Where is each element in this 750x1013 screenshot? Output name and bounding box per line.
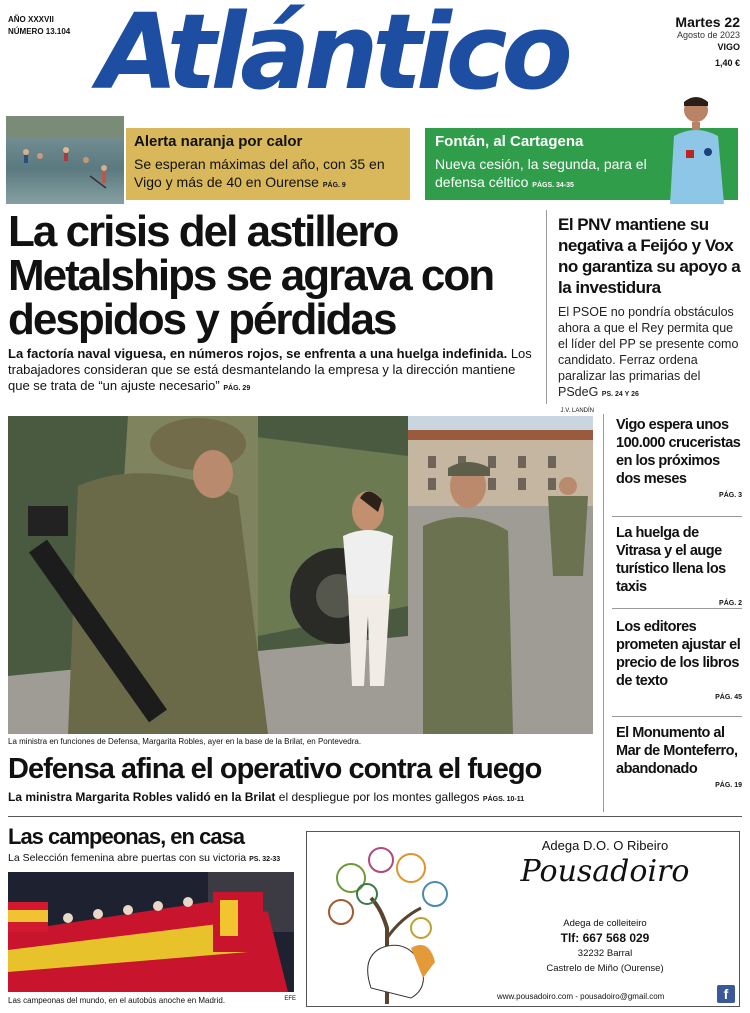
ad-line: Castrelo de Miño (Ourense) xyxy=(546,963,664,974)
teaser-heat-alert[interactable] xyxy=(126,128,410,200)
ad-phone: Tlf: 667 568 029 xyxy=(560,931,650,945)
section-divider xyxy=(8,816,742,817)
main-photo[interactable] xyxy=(8,416,593,734)
page-ref: PÁG. 3 xyxy=(719,492,742,499)
masthead-meta xyxy=(8,14,70,38)
lead-subhead xyxy=(8,346,538,397)
side-text xyxy=(558,304,742,403)
photo-caption: La ministra en funciones de Defensa, Margarita Robles, ayer en la base de la Brilat, en Pontevedra. xyxy=(8,737,362,746)
brief-title: La huelga de Vitrasa y el auge turístico llena los taxis xyxy=(616,525,726,595)
teaser-title: Fontán, al Cartagena xyxy=(435,133,584,150)
campeonas-photo[interactable] xyxy=(8,872,294,992)
teaser-body: Se esperan máximas del año, con 35 en Vigo y más de 40 en Ourense xyxy=(134,156,385,190)
teaser-title: Alerta naranja por calor xyxy=(134,133,303,150)
issue-number: NÚMERO 13.104 xyxy=(8,27,71,36)
column-divider xyxy=(603,414,604,812)
facebook-icon[interactable]: f xyxy=(717,985,735,1003)
masthead-date xyxy=(675,14,740,68)
divider xyxy=(612,516,742,517)
divider xyxy=(612,608,742,609)
photo-credit: EFE xyxy=(284,996,296,1002)
ad-web[interactable]: www.pousadoiro.com - pousadoiro@gmail.com xyxy=(497,992,665,1001)
player-photo xyxy=(660,92,740,204)
city-label: VIGO xyxy=(717,42,740,52)
lead-sub-bold: La factoría naval viguesa, en números rojos, se enfrenta a una huelga indefinida. xyxy=(8,346,508,361)
date-label: Agosto de 2023 xyxy=(676,30,740,40)
page-ref: PÁG. 29 xyxy=(223,385,251,392)
page-ref: PÁGS. 34-35 xyxy=(532,182,574,189)
brief-cruceristas[interactable] xyxy=(616,416,742,499)
brief-title: Los editores prometen ajustar el precio de los libros de texto xyxy=(616,619,741,689)
page-ref: PÁG. 19 xyxy=(715,782,742,789)
page-ref: PS. 32-33 xyxy=(249,856,281,863)
defensa-subhead xyxy=(8,789,598,808)
page-ref: PS. 24 Y 26 xyxy=(601,391,639,398)
ad-details xyxy=(475,916,735,976)
campeonas-sub-text: La Selección femenina abre puertas con su victoria xyxy=(8,852,247,864)
page-ref: PÁG. 45 xyxy=(715,694,742,701)
newspaper-logo[interactable]: Atlántico xyxy=(98,0,567,113)
side-body: El PSOE no pondría obstáculos ahora a que el Rey permita que el líder del PP se presente como candidato. Ferraz ordena paralizar las primarias del PSdeG xyxy=(558,305,739,399)
ad-brand: Pousadoiro xyxy=(520,854,690,889)
teaser-body: Nueva cesión, la segunda, para el defensa céltico xyxy=(435,156,647,190)
brief-monteferro[interactable] xyxy=(616,724,742,789)
year-label: AÑO XXXVII xyxy=(8,15,54,24)
beach-photo xyxy=(6,116,124,204)
teaser-text xyxy=(435,155,655,195)
side-headline[interactable]: El PNV mantiene su negativa a Feijóo y Vox no garantiza su apoyo a la investidura xyxy=(558,215,741,297)
defensa-headline[interactable]: Defensa afina el operativo contra el fuego xyxy=(8,753,542,785)
divider xyxy=(612,716,742,717)
photo-credit: J.V. LANDÍN xyxy=(560,408,594,414)
page-ref: PÁGS. 10-11 xyxy=(482,796,525,803)
column-divider xyxy=(546,210,547,404)
page-ref: PÁG. 9 xyxy=(322,182,346,189)
teaser-text xyxy=(134,155,402,195)
ad-line: 32232 Barral xyxy=(577,948,633,959)
page-ref: PÁG. 2 xyxy=(719,600,742,607)
price-label: 1,40 € xyxy=(714,58,740,68)
ad-title: Adega D.O. O Ribeiro xyxy=(541,838,669,853)
defensa-sub-bold: La ministra Margarita Robles validó en la Brilat xyxy=(8,790,276,804)
brief-libros[interactable] xyxy=(616,618,742,701)
day-label: Martes 22 xyxy=(675,14,740,30)
lead-sub-text: Los trabajadores consideran que se está desmantelando la empresa y la dirección mantiene que se trata de “un ajuste necesario” xyxy=(8,346,532,393)
brief-title: Vigo espera unos 100.000 cruceristas en los próximos dos meses xyxy=(616,417,741,487)
campeonas-subhead xyxy=(8,852,298,864)
campeonas-caption-text: Las campeonas del mundo, en el autobús anoche en Madrid. xyxy=(8,996,226,1005)
defensa-sub-text: el despliegue por los montes gallegos xyxy=(278,790,480,804)
brief-taxis[interactable] xyxy=(616,524,742,607)
ad-line: Adega de colleiteiro xyxy=(563,918,647,929)
brief-title: El Monumento al Mar de Monteferro, abandonado xyxy=(616,725,738,777)
tree-illustration xyxy=(311,838,471,1004)
lead-headline[interactable]: La crisis del astillero Metalships se agrava con despidos y pérdidas xyxy=(8,207,494,344)
campeonas-caption xyxy=(8,996,298,1005)
advertisement[interactable] xyxy=(306,831,740,1007)
campeonas-headline[interactable]: Las campeonas, en casa xyxy=(8,824,245,849)
